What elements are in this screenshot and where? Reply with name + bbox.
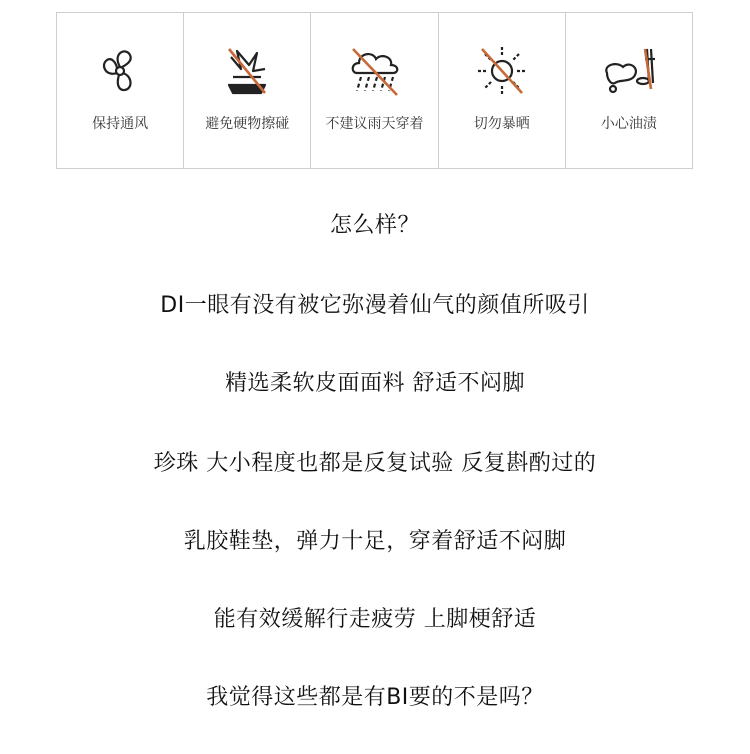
care-item-ventilation (57, 13, 184, 168)
care-label: 不建议雨天穿着 (325, 116, 424, 132)
care-label: 小心油渍 (600, 116, 657, 132)
no-collision-icon (219, 43, 275, 99)
care-label: 切勿暴晒 (473, 116, 530, 132)
care-item-no-rain (311, 13, 438, 168)
care-instructions-strip (56, 12, 693, 169)
no-sun-icon (474, 43, 530, 99)
text-line: 能有效缓解行走疲劳 上脚梗舒适 (213, 607, 537, 632)
care-label: 避免硬物擦碰 (205, 116, 290, 132)
care-item-no-sun (439, 13, 566, 168)
oil-stain-icon (599, 43, 659, 99)
no-rain-icon (345, 43, 405, 99)
text-line: 怎么样？ (329, 213, 420, 238)
care-item-no-collision (184, 13, 311, 168)
text-line: 珍珠 大小程度也都是反复试验 反复斟酌过的 (153, 451, 597, 476)
text-line: 乳胶鞋垫，弹力十足，穿着舒适不闷脚 (183, 529, 567, 554)
fan-icon (92, 43, 148, 99)
text-line: 精选柔软皮面面料 舒适不闷脚 (225, 371, 525, 396)
text-line: DI一眼有没有被它弥漫着仙气的颜值所吸引 (160, 293, 590, 318)
care-label: 保持通风 (92, 116, 149, 132)
care-item-oil-stain (566, 13, 692, 168)
text-line: 我觉得这些都是有BI要的不是吗？ (206, 685, 544, 710)
